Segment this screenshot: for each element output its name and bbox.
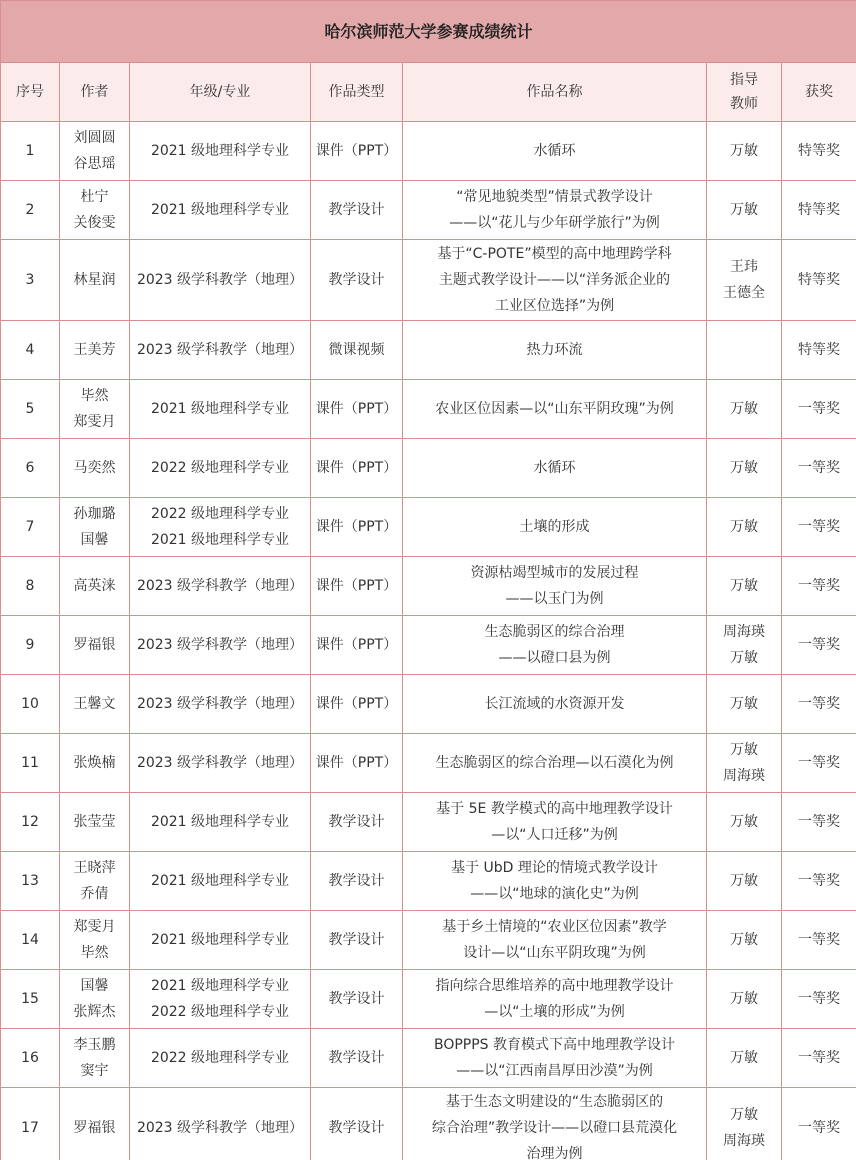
cell-work-name: BOPPPS 教育模式下高中地理教学设计 ——以“江西南昌厚田沙漠”为例 [403,1029,707,1088]
cell-award: 一等奖 [782,1088,856,1160]
cell-work-name: 水循环 [403,122,707,181]
cell-author: 郑雯月 毕然 [60,911,130,970]
cell-no: 6 [1,439,60,498]
cell-grade: 2021 级地理科学专业 [130,181,311,240]
cell-no: 9 [1,616,60,675]
cell-work-name: 基于乡土情境的“农业区位因素”教学 设计—以“山东平阴玫瑰”为例 [403,911,707,970]
cell-author: 孙珈璐 国馨 [60,498,130,557]
cell-award: 特等奖 [782,181,856,240]
cell-type: 教学设计 [311,181,403,240]
header-award: 获奖 [782,63,856,122]
cell-no: 16 [1,1029,60,1088]
cell-grade: 2022 级地理科学专业 2021 级地理科学专业 [130,498,311,557]
cell-grade: 2023 级学科教学（地理） [130,675,311,734]
cell-work-name: 水循环 [403,439,707,498]
cell-author: 李玉鹏 窦宇 [60,1029,130,1088]
cell-grade: 2023 级学科教学（地理） [130,616,311,675]
cell-award: 一等奖 [782,498,856,557]
cell-grade: 2022 级地理科学专业 [130,1029,311,1088]
table-row [1,557,856,616]
table-row [1,675,856,734]
cell-type: 教学设计 [311,1029,403,1088]
cell-grade: 2023 级学科教学（地理） [130,557,311,616]
cell-work-name: 土壤的形成 [403,498,707,557]
cell-teacher: 万敏 周海瑛 [707,734,782,793]
table-row [1,970,856,1029]
cell-grade: 2021 级地理科学专业 [130,122,311,181]
cell-award: 一等奖 [782,439,856,498]
cell-grade: 2023 级学科教学（地理） [130,321,311,380]
cell-no: 4 [1,321,60,380]
cell-grade: 2021 级地理科学专业 [130,793,311,852]
header-author: 作者 [60,63,130,122]
cell-teacher: 万敏 [707,852,782,911]
cell-teacher: 万敏 [707,793,782,852]
cell-type: 课件（PPT） [311,675,403,734]
cell-no: 10 [1,675,60,734]
cell-teacher: 王玮 王德全 [707,240,782,321]
cell-work-name: 基于 5E 教学模式的高中地理教学设计 —以“人口迁移”为例 [403,793,707,852]
cell-no: 14 [1,911,60,970]
cell-no: 13 [1,852,60,911]
cell-teacher: 万敏 [707,557,782,616]
cell-award: 特等奖 [782,321,856,380]
cell-author: 马奕然 [60,439,130,498]
cell-author: 毕然 郑雯月 [60,380,130,439]
cell-no: 12 [1,793,60,852]
cell-award: 特等奖 [782,122,856,181]
cell-grade: 2023 级学科教学（地理） [130,734,311,793]
cell-grade: 2023 级学科教学（地理） [130,1088,311,1160]
cell-no: 5 [1,380,60,439]
cell-teacher: 万敏 [707,970,782,1029]
cell-grade: 2021 级地理科学专业 [130,911,311,970]
cell-work-name: 热力环流 [403,321,707,380]
cell-teacher: 万敏 [707,122,782,181]
table-row [1,380,856,439]
table-row [1,734,856,793]
table-row [1,852,856,911]
cell-grade: 2021 级地理科学专业 2022 级地理科学专业 [130,970,311,1029]
cell-work-name: 基于 UbD 理论的情境式教学设计 ——以“地球的演化史”为例 [403,852,707,911]
cell-author: 杜宁 关俊雯 [60,181,130,240]
header-row [1,63,856,122]
cell-type: 教学设计 [311,793,403,852]
table-row [1,439,856,498]
cell-type: 课件（PPT） [311,734,403,793]
cell-author: 王馨文 [60,675,130,734]
cell-award: 一等奖 [782,852,856,911]
table-row [1,240,856,321]
cell-award: 特等奖 [782,240,856,321]
table-row [1,911,856,970]
cell-author: 罗福银 [60,1088,130,1160]
cell-type: 教学设计 [311,240,403,321]
cell-no: 3 [1,240,60,321]
cell-award: 一等奖 [782,793,856,852]
cell-award: 一等奖 [782,380,856,439]
cell-teacher: 周海瑛 万敏 [707,616,782,675]
cell-teacher: 万敏 [707,439,782,498]
cell-award: 一等奖 [782,911,856,970]
cell-no: 1 [1,122,60,181]
cell-work-name: 长江流域的水资源开发 [403,675,707,734]
table-row [1,498,856,557]
cell-no: 2 [1,181,60,240]
cell-type: 教学设计 [311,852,403,911]
cell-grade: 2022 级地理科学专业 [130,439,311,498]
table-title: 哈尔滨师范大学参赛成绩统计 [1,1,856,63]
cell-teacher: 万敏 [707,911,782,970]
cell-type: 课件（PPT） [311,616,403,675]
cell-author: 林星润 [60,240,130,321]
cell-teacher: 万敏 周海瑛 [707,1088,782,1160]
table-row [1,122,856,181]
cell-author: 刘圆圆 谷思瑶 [60,122,130,181]
cell-type: 课件（PPT） [311,122,403,181]
cell-grade: 2021 级地理科学专业 [130,852,311,911]
cell-work-name: 生态脆弱区的综合治理 ——以磴口县为例 [403,616,707,675]
cell-no: 15 [1,970,60,1029]
cell-award: 一等奖 [782,970,856,1029]
table-row [1,793,856,852]
cell-work-name: 基于生态文明建设的“生态脆弱区的 综合治理”教学设计——以磴口县荒漠化 治理为例 [403,1088,707,1160]
table-row [1,1088,856,1160]
cell-no: 8 [1,557,60,616]
cell-work-name: 基于“C-POTE”模型的高中地理跨学科 主题式教学设计——以“洋务派企业的 工业区位选择”为例 [403,240,707,321]
table-row [1,616,856,675]
cell-author: 张莹莹 [60,793,130,852]
cell-author: 王晓萍 乔倩 [60,852,130,911]
cell-author: 罗福银 [60,616,130,675]
cell-work-name: “常见地貌类型”情景式教学设计 ——以“花儿与少年研学旅行”为例 [403,181,707,240]
cell-type: 课件（PPT） [311,498,403,557]
cell-award: 一等奖 [782,675,856,734]
cell-grade: 2023 级学科教学（地理） [130,240,311,321]
cell-author: 高英涞 [60,557,130,616]
title-row [1,1,856,63]
cell-no: 17 [1,1088,60,1160]
cell-grade: 2021 级地理科学专业 [130,380,311,439]
header-teacher: 指导 教师 [707,63,782,122]
header-grade: 年级/专业 [130,63,311,122]
cell-type: 课件（PPT） [311,380,403,439]
cell-type: 课件（PPT） [311,439,403,498]
cell-type: 微课视频 [311,321,403,380]
cell-award: 一等奖 [782,616,856,675]
header-type: 作品类型 [311,63,403,122]
cell-award: 一等奖 [782,557,856,616]
cell-work-name: 资源枯竭型城市的发展过程 ——以玉门为例 [403,557,707,616]
cell-award: 一等奖 [782,1029,856,1088]
cell-work-name: 生态脆弱区的综合治理—以石漠化为例 [403,734,707,793]
cell-award: 一等奖 [782,734,856,793]
table-row [1,181,856,240]
cell-author: 王美芳 [60,321,130,380]
cell-type: 教学设计 [311,970,403,1029]
cell-work-name: 农业区位因素—以“山东平阴玫瑰”为例 [403,380,707,439]
table-row [1,321,856,380]
header-name: 作品名称 [403,63,707,122]
table-body [1,122,856,1160]
header-no: 序号 [1,63,60,122]
cell-author: 张焕楠 [60,734,130,793]
cell-teacher: 万敏 [707,498,782,557]
cell-teacher: 万敏 [707,380,782,439]
cell-teacher: 万敏 [707,675,782,734]
cell-type: 教学设计 [311,911,403,970]
cell-type: 教学设计 [311,1088,403,1160]
cell-author: 国馨 张辉杰 [60,970,130,1029]
cell-teacher [707,321,782,380]
cell-teacher: 万敏 [707,181,782,240]
cell-no: 7 [1,498,60,557]
cell-teacher: 万敏 [707,1029,782,1088]
cell-work-name: 指向综合思维培养的高中地理教学设计 —以“土壤的形成”为例 [403,970,707,1029]
cell-type: 课件（PPT） [311,557,403,616]
cell-no: 11 [1,734,60,793]
table-row [1,1029,856,1088]
